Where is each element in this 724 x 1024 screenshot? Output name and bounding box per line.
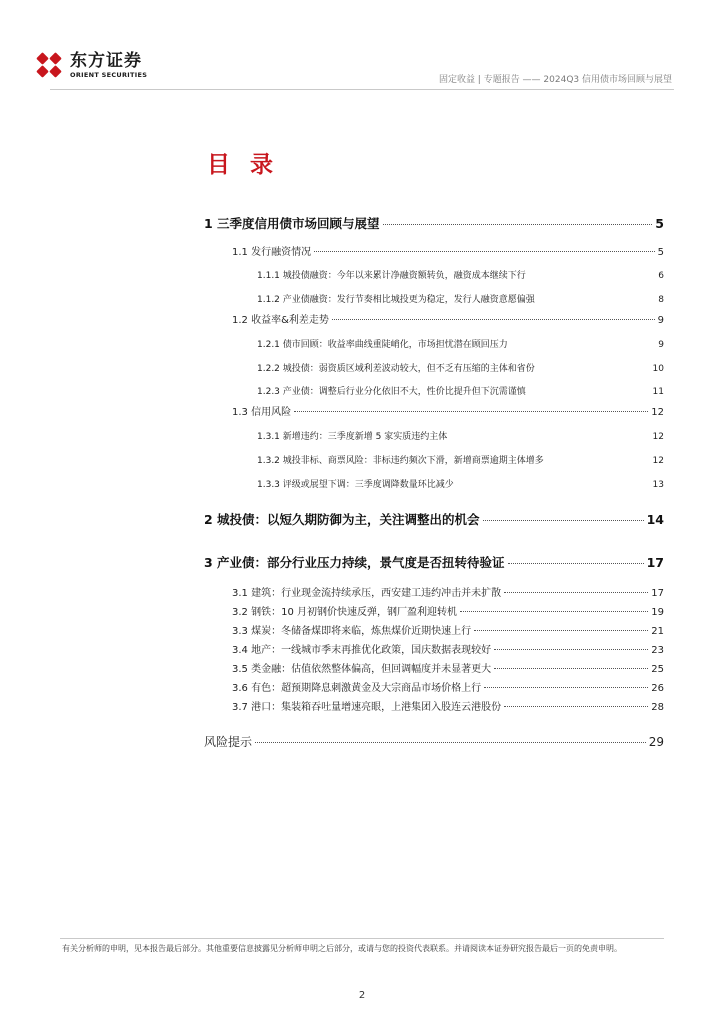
toc-entry[interactable] [232,243,664,258]
toc-entry[interactable] [257,477,664,490]
toc-entry-page: 5 [655,216,664,231]
toc-entry-page: 17 [646,555,664,570]
toc-entry[interactable] [232,660,664,675]
toc-entry[interactable] [204,733,664,750]
toc-leader-dots [332,319,655,320]
toc-entry-page: 25 [651,664,664,675]
toc-entry[interactable] [257,361,664,374]
toc-leader-dots [508,563,644,564]
toc-leader-dots [294,411,648,412]
toc-entry[interactable] [232,603,664,618]
disclaimer-note: 有关分析师的申明，见本报告最后部分。其他重要信息披露见分析师申明之后部分，或请与您的投资代表联系。并请阅读本证券研究报告最后一页的免责申明。 [62,944,622,953]
company-logo [34,50,147,80]
toc-entry-title: 1.1.2 产业债融资：发行节奏相比城投更为稳定，发行人融资意愿偏强 [257,295,535,305]
toc-entry-title: 1.2.3 产业债：调整后行业分化依旧不大，性价比提升但下沉需谨慎 [257,387,526,397]
toc-entry-page: 28 [651,702,664,713]
toc-entry-title: 1.1 发行融资情况 [232,247,312,258]
toc-entry[interactable] [204,553,664,571]
toc-entry-page: 12 [652,432,664,442]
toc-entry-title: 3.5 类金融：估值依然整体偏高，但回调幅度并未显著更大 [232,664,492,675]
toc-entry[interactable] [232,403,664,418]
toc-entry-page: 10 [652,364,664,374]
toc-entry-page: 13 [652,480,664,490]
toc-entry[interactable] [232,584,664,599]
toc-entry-page: 6 [658,271,664,281]
toc-leader-dots [255,742,646,743]
footer-divider [60,938,664,939]
toc-entry-title: 1 三季度信用债市场回顾与展望 [204,216,380,231]
toc-leader-dots [383,224,653,225]
toc-entry-title: 3.4 地产：一线城市季末再推优化政策，国庆数据表现较好 [232,645,492,656]
toc-entry[interactable] [257,453,664,466]
toc-entry[interactable] [257,384,664,397]
document-breadcrumb: 固定收益 | 专题报告 —— 2024Q3 信用债市场回顾与展望 [438,75,672,85]
toc-entry-page: 26 [651,683,664,694]
toc-entry[interactable] [204,510,664,528]
toc-leader-dots [460,611,648,612]
toc-entry-title: 1.3.1 新增违约：三季度新增 5 家实质违约主体 [257,432,448,442]
toc-leader-dots [484,687,648,688]
toc-entry[interactable] [257,337,664,350]
toc-entry-title: 1.1.1 城投债融资：今年以来累计净融资额转负，融资成本继续下行 [257,271,526,281]
toc-entry-title: 3.6 有色：超预期降息刺激黄金及大宗商品市场价格上行 [232,683,482,694]
toc-entry-title: 1.2 收益率&利差走势 [232,315,329,326]
toc-entry[interactable] [204,214,664,232]
toc-entry-title: 3.1 建筑：行业现金流持续承压，西安建工违约冲击并未扩散 [232,588,502,599]
toc-entry-title: 1.2.1 债市回顾：收益率曲线重陡峭化，市场担忧潜在顾回压力 [257,340,508,350]
toc-entry-title: 3 产业债：部分行业压力持续，景气度是否扭转待验证 [204,555,505,570]
toc-entry-page: 9 [658,340,664,350]
toc-entry-title: 1.2.2 城投债：弱资质区域利差波动较大，但不乏有压缩的主体和省份 [257,364,535,374]
toc-entry-page: 12 [651,407,664,418]
toc-entry[interactable] [232,641,664,656]
toc-entry-page: 17 [651,588,664,599]
toc-entry-title: 1.3 信用风险 [232,407,292,418]
logo-name-en: ORIENT SECURITIES [70,70,148,79]
toc-entry-page: 23 [651,645,664,656]
toc-leader-dots [483,520,644,521]
toc-entry[interactable] [232,311,664,326]
toc-entry-title: 3.3 煤炭：冬储备煤即将来临，炼焦煤价近期快速上行 [232,626,472,637]
logo-name-cn: 东方证券 [70,50,142,71]
toc-title: 目 录 [207,152,280,178]
page-number: 2 [358,990,366,1001]
toc-entry-page: 14 [646,512,664,527]
toc-leader-dots [314,251,655,252]
toc-entry-title: 1.3.2 城投非标、商票风险：非标违约频次下滑，新增商票逾期主体增多 [257,456,544,466]
toc-entry-page: 5 [657,247,664,258]
toc-leader-dots [504,706,648,707]
toc-entry-page: 11 [652,387,664,397]
toc-entry-page: 29 [648,735,664,749]
toc-entry[interactable] [257,292,664,305]
toc-entry-title: 1.3.3 评级或展望下调：三季度调降数量环比减少 [257,480,454,490]
toc-entry-title: 3.7 港口：集装箱吞吐量增速亮眼，上港集团入股连云港股份 [232,702,502,713]
toc-entry[interactable] [232,698,664,713]
orient-logo-icon [34,50,64,80]
toc-leader-dots [494,649,648,650]
toc-entry-page: 9 [657,315,664,326]
toc-entry-title: 3.2 钢铁：10 月初钢价快速反弹，钢厂盈利迎转机 [232,607,457,618]
toc-entry-page: 21 [651,626,664,637]
toc-entry[interactable] [232,622,664,637]
toc-entry[interactable] [232,679,664,694]
header-divider [50,89,674,90]
toc-entry-title: 风险提示 [204,735,253,749]
toc-entry-page: 8 [658,295,664,305]
toc-entry[interactable] [257,429,664,442]
toc-entry-page: 19 [651,607,664,618]
toc-entry[interactable] [257,268,664,281]
toc-entry-title: 2 城投债：以短久期防御为主，关注调整出的机会 [204,512,480,527]
toc-leader-dots [474,630,648,631]
toc-entry-page: 12 [652,456,664,466]
toc-leader-dots [504,592,648,593]
toc-leader-dots [494,668,648,669]
